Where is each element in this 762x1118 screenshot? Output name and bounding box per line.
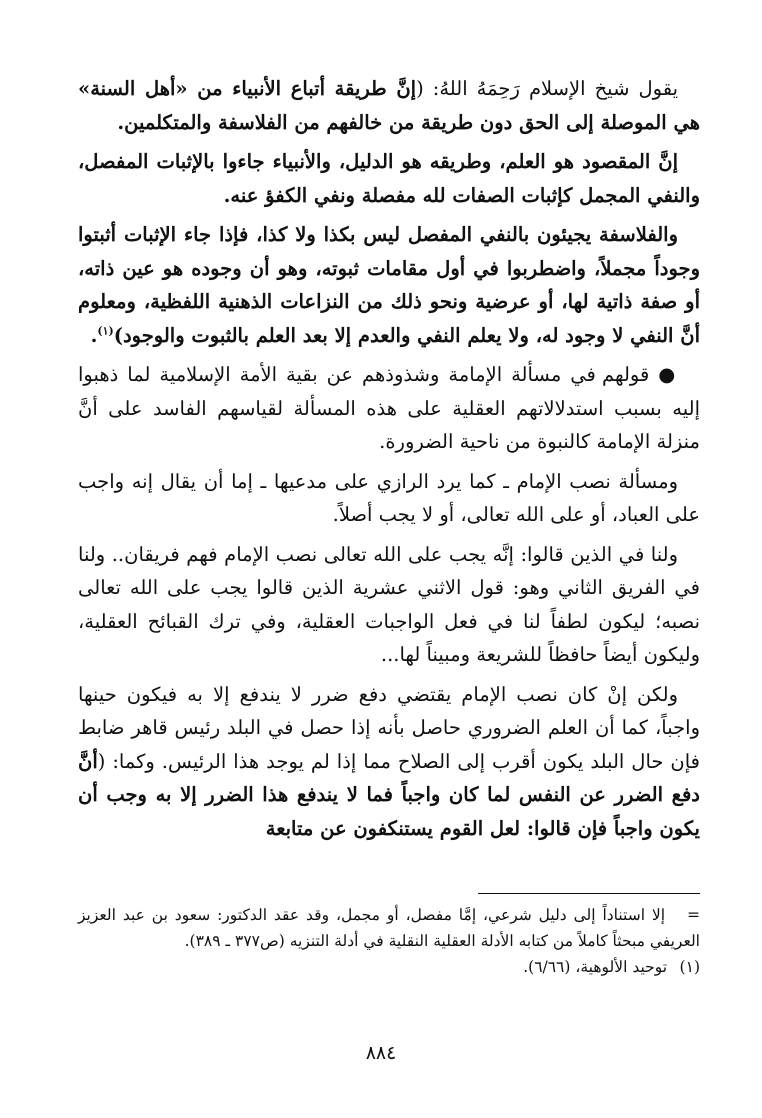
main-text — [78, 72, 700, 851]
paragraph-text: يقول شيخ الإسلام رَحِمَهُ اللهُ: ( — [416, 77, 679, 100]
footnote-text: توحيد الألوهية، (٦/٦٦). — [523, 958, 668, 976]
quote-close: ) — [113, 323, 123, 347]
bullet-icon: ● — [658, 363, 679, 386]
continuation-marker: = — [686, 906, 700, 924]
bold-quote: إنَّ طريقة أتباع الأنبياء من «أهل السنة» هي الموصلة إلى الحق دون طريقة من خالفهم من الفلاسفة والمتكلمين. — [78, 77, 700, 134]
paragraph-text: والفلاسفة يجيئون بالنفي المفصل ليس بكذا ولا كذا، فإذا جاء الإثبات أثبتوا وجوداً مجملاً، واضطربوا في أول مقامات ثبوته، وهو أن وجوده هو عين ذاته، أو صفة ذاتية لها، أو عرضية ونحو ذلك من النزاعات الذهنية اللفظية، ومعلوم أنَّ النفي لا وجود له، ولا يعلم النفي والعدم إلا بعد العلم بالثبوت والوجود — [78, 223, 700, 347]
paragraph-text: ولكن إنْ كان نصب الإمام يقتضي دفع ضرر لا يندفع إلا به فيكون حينها واجباً، كما أن العلم الضروري حاصل بأنه إذا حصل في البلد رئيس قاهر ضابط فإن حال البلد يكون أقرب إلى الصلاح مما إذا لم يوجد هذا الرئيس. وكما: ( — [78, 682, 700, 773]
footnote-text: إلا استناداً إلى دليل شرعي، إمَّا مفصل، أو مجمل، وقد عقد الدكتور: سعود بن عبد العزيز العريفي مبحثاً كاملاً من كتابه الأدلة العقلية النقلية في أدلة التنزيه (ص٣٧٧ ـ ٣٨٩). — [78, 906, 700, 950]
paragraph — [78, 218, 700, 352]
footnote-ref[interactable]: (١) — [97, 324, 114, 337]
paragraph: ومسألة نصب الإمام ـ كما يرد الرازي على مدعيها ـ إما أن يقال إنه واجب على العباد، أو على الله تعالى، أو لا يجب أصلاً. — [78, 469, 700, 526]
footnotes — [78, 902, 700, 980]
paragraph — [78, 72, 700, 139]
paragraph-text: قولهم في مسألة الإمامة وشذوذهم عن بقية الأمة الإسلامية لما ذهبوا إليه بسبب استدلالاتهم العقلية على هذه المسألة لقياسهم الفاسد على أنَّ منزلة الإمامة كالنبوة من ناحية الضرورة. — [78, 363, 700, 453]
paragraph: ولنا في الذين قالوا: إنَّه يجب على الله تعالى نصب الإمام فهم فريقان.. ولنا في الفريق الثاني وهو: قول الاثني عشرية الذين قالوا يجب على الله تعالى نصبه؛ ليكون لطفاً لنا في فعل الواجبات العقلية، وفي ترك القبائح العقلية، وليكون أيضاً حافظاً للشريعة ومبيناً لها... — [78, 542, 700, 666]
period: . — [90, 323, 98, 347]
footnote-1 — [78, 954, 700, 980]
paragraph — [78, 678, 700, 846]
footnote-continued — [78, 902, 700, 954]
footnote-number: (١) — [679, 958, 700, 976]
paragraph — [78, 358, 700, 459]
footnote-divider — [478, 893, 700, 894]
paragraph: إنَّ المقصود هو العلم، وطريقه هو الدليل، والأنبياء جاءوا بالإثبات المفصل، والنفي المجمل كإثبات الصفات لله مفصلة ونفي الكفؤ عنه. — [78, 150, 700, 207]
bold-quote: أنَّ دفع الضرر عن النفس لما كان واجباً فما لا يندفع هذا الضرر إلا به وجب أن يكون واجباً فإن قالوا: لعل القوم يستنكفون عن متابعة — [78, 749, 700, 840]
page-number: ٨٨٤ — [365, 1042, 397, 1064]
